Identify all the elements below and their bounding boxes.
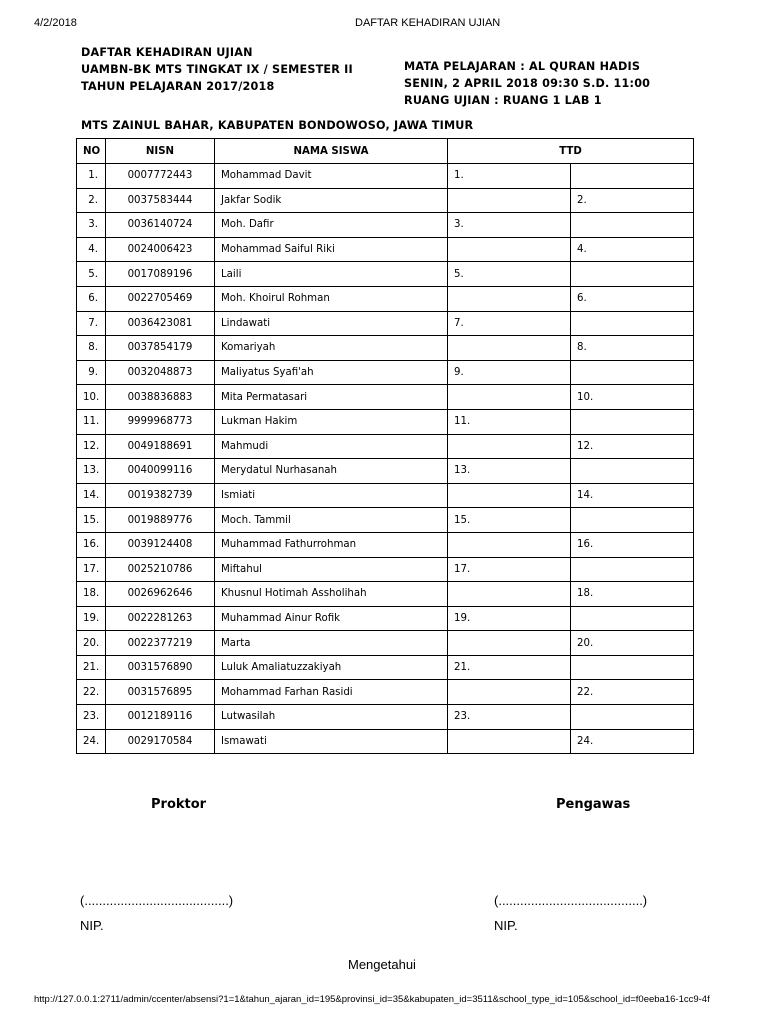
cell-nisn: 0019382739 (106, 483, 215, 508)
table-row (77, 237, 694, 262)
cell-no: 23. (77, 705, 106, 730)
cell-ttd-left (448, 188, 571, 213)
cell-ttd-left: 15. (448, 508, 571, 533)
cell-no: 5. (77, 262, 106, 287)
cell-ttd-left: 11. (448, 409, 571, 434)
table-row (77, 336, 694, 361)
table-row (77, 680, 694, 705)
table-row (77, 188, 694, 213)
cell-no: 2. (77, 188, 106, 213)
pengawas-nip: NIP. (494, 918, 518, 933)
cell-nisn: 0049188691 (106, 434, 215, 459)
cell-nisn: 0022377219 (106, 631, 215, 656)
table-row (77, 557, 694, 582)
table-row (77, 311, 694, 336)
cell-ttd-left: 1. (448, 164, 571, 189)
cell-ttd-right: 10. (571, 385, 694, 410)
cell-nisn: 0039124408 (106, 532, 215, 557)
cell-nama: Muhammad Ainur Rofik (215, 606, 448, 631)
header-left (81, 44, 353, 95)
cell-nisn: 0019889776 (106, 508, 215, 533)
cell-ttd-right (571, 262, 694, 287)
cell-ttd-left (448, 483, 571, 508)
cell-ttd-right: 8. (571, 336, 694, 361)
cell-ttd-left: 7. (448, 311, 571, 336)
cell-ttd-right: 12. (571, 434, 694, 459)
cell-nisn: 0037583444 (106, 188, 215, 213)
cell-nama: Ismawati (215, 729, 448, 754)
cell-no: 12. (77, 434, 106, 459)
header-right (404, 58, 650, 109)
cell-nama: Moh. Khoirul Rohman (215, 286, 448, 311)
cell-ttd-right (571, 557, 694, 582)
table-row (77, 360, 694, 385)
cell-no: 15. (77, 508, 106, 533)
cell-nisn: 0017089196 (106, 262, 215, 287)
cell-no: 4. (77, 237, 106, 262)
cell-no: 11. (77, 409, 106, 434)
table-row (77, 705, 694, 730)
cell-no: 10. (77, 385, 106, 410)
cell-no: 21. (77, 655, 106, 680)
cell-nama: Muhammad Fathurrohman (215, 532, 448, 557)
table-row (77, 582, 694, 607)
col-header-nisn: NISN (106, 139, 215, 164)
cell-nama: Lindawati (215, 311, 448, 336)
cell-no: 18. (77, 582, 106, 607)
cell-ttd-right (571, 655, 694, 680)
cell-ttd-left: 13. (448, 459, 571, 484)
cell-nama: Lutwasilah (215, 705, 448, 730)
cell-ttd-right (571, 213, 694, 238)
table-header-row (77, 139, 694, 164)
table-row (77, 606, 694, 631)
cell-ttd-left: 21. (448, 655, 571, 680)
print-footer-url: http://127.0.0.1:2711/admin/ccenter/absensi?1=1&tahun_ajaran_id=195&provinsi_id=35&kabupaten_id=3511&school_type_id=105&school_id=f0eeba16-1cc9-4f (34, 994, 710, 1005)
cell-nama: Ismiati (215, 483, 448, 508)
cell-nisn: 0025210786 (106, 557, 215, 582)
table-row (77, 286, 694, 311)
cell-nama: Komariyah (215, 336, 448, 361)
table-row (77, 483, 694, 508)
cell-no: 20. (77, 631, 106, 656)
proktor-label: Proktor (151, 797, 207, 812)
cell-ttd-left (448, 385, 571, 410)
cell-ttd-left (448, 729, 571, 754)
cell-nisn: 0024006423 (106, 237, 215, 262)
cell-ttd-left: 17. (448, 557, 571, 582)
cell-nama: Merydatul Nurhasanah (215, 459, 448, 484)
cell-nama: Mita Permatasari (215, 385, 448, 410)
cell-ttd-right: 6. (571, 286, 694, 311)
cell-ttd-left (448, 434, 571, 459)
school-name: MTS ZAINUL BAHAR, KABUPATEN BONDOWOSO, JAWA TIMUR (81, 119, 474, 132)
cell-nisn: 0022281263 (106, 606, 215, 631)
cell-ttd-left: 3. (448, 213, 571, 238)
cell-no: 8. (77, 336, 106, 361)
table-row (77, 262, 694, 287)
table-row (77, 409, 694, 434)
cell-ttd-right: 24. (571, 729, 694, 754)
cell-no: 13. (77, 459, 106, 484)
cell-ttd-left (448, 286, 571, 311)
cell-ttd-left (448, 237, 571, 262)
cell-ttd-left (448, 582, 571, 607)
col-header-ttd: TTD (448, 139, 694, 164)
pengawas-label: Pengawas (556, 797, 631, 812)
header-year: TAHUN PELAJARAN 2017/2018 (81, 80, 275, 93)
cell-nisn: 0036423081 (106, 311, 215, 336)
header-exam: UAMBN-BK MTS TINGKAT IX / SEMESTER II (81, 63, 353, 76)
header-title: DAFTAR KEHADIRAN UJIAN (81, 46, 253, 59)
cell-nama: Laili (215, 262, 448, 287)
cell-no: 3. (77, 213, 106, 238)
cell-nisn: 0012189116 (106, 705, 215, 730)
cell-nama: Jakfar Sodik (215, 188, 448, 213)
proktor-signature-line: (........................................) (80, 893, 234, 908)
table-row (77, 532, 694, 557)
cell-ttd-right (571, 606, 694, 631)
cell-nama: Khusnul Hotimah Assholihah (215, 582, 448, 607)
cell-no: 7. (77, 311, 106, 336)
cell-ttd-right: 22. (571, 680, 694, 705)
cell-ttd-left: 5. (448, 262, 571, 287)
cell-nama: Maliyatus Syafi'ah (215, 360, 448, 385)
cell-nisn: 0037854179 (106, 336, 215, 361)
cell-no: 22. (77, 680, 106, 705)
table-row (77, 434, 694, 459)
cell-no: 9. (77, 360, 106, 385)
cell-ttd-right: 18. (571, 582, 694, 607)
table-row (77, 655, 694, 680)
cell-nisn: 9999968773 (106, 409, 215, 434)
cell-nisn: 0032048873 (106, 360, 215, 385)
cell-nama: Moh. Dafir (215, 213, 448, 238)
cell-ttd-left (448, 680, 571, 705)
cell-nisn: 0022705469 (106, 286, 215, 311)
cell-nama: Lukman Hakim (215, 409, 448, 434)
cell-ttd-right (571, 409, 694, 434)
col-header-nama: NAMA SISWA (215, 139, 448, 164)
cell-ttd-left (448, 532, 571, 557)
cell-ttd-left: 9. (448, 360, 571, 385)
table-row (77, 508, 694, 533)
cell-nama: Mohammad Davit (215, 164, 448, 189)
cell-ttd-right: 16. (571, 532, 694, 557)
cell-nama: Luluk Amaliatuzzakiyah (215, 655, 448, 680)
cell-nama: Miftahul (215, 557, 448, 582)
cell-ttd-right (571, 360, 694, 385)
table-row (77, 213, 694, 238)
cell-ttd-right: 14. (571, 483, 694, 508)
cell-no: 14. (77, 483, 106, 508)
cell-no: 24. (77, 729, 106, 754)
cell-nisn: 0029170584 (106, 729, 215, 754)
pengawas-signature-line: (........................................) (494, 893, 648, 908)
cell-nisn: 0040099116 (106, 459, 215, 484)
header-subject: MATA PELAJARAN : AL QURAN HADIS (404, 60, 641, 73)
cell-ttd-left: 19. (448, 606, 571, 631)
cell-ttd-right: 20. (571, 631, 694, 656)
cell-nama: Mahmudi (215, 434, 448, 459)
cell-nisn: 0031576895 (106, 680, 215, 705)
table-row (77, 385, 694, 410)
cell-no: 6. (77, 286, 106, 311)
cell-ttd-left (448, 631, 571, 656)
header-datetime: SENIN, 2 APRIL 2018 09:30 S.D. 11:00 (404, 77, 651, 90)
cell-ttd-right (571, 459, 694, 484)
cell-nama: Marta (215, 631, 448, 656)
cell-ttd-right (571, 164, 694, 189)
header-room: RUANG UJIAN : RUANG 1 LAB 1 (404, 94, 602, 107)
cell-no: 19. (77, 606, 106, 631)
attendance-table (76, 138, 694, 754)
cell-ttd-left (448, 336, 571, 361)
cell-nisn: 0026962646 (106, 582, 215, 607)
cell-nama: Mohammad Farhan Rasidi (215, 680, 448, 705)
cell-no: 16. (77, 532, 106, 557)
table-row (77, 631, 694, 656)
cell-ttd-right: 2. (571, 188, 694, 213)
print-date: 4/2/2018 (34, 17, 77, 29)
cell-nisn: 0036140724 (106, 213, 215, 238)
print-title: DAFTAR KEHADIRAN UJIAN (355, 17, 501, 29)
table-row (77, 459, 694, 484)
cell-nisn: 0007772443 (106, 164, 215, 189)
cell-ttd-left: 23. (448, 705, 571, 730)
cell-no: 1. (77, 164, 106, 189)
table-row (77, 729, 694, 754)
cell-nama: Mohammad Saiful Riki (215, 237, 448, 262)
cell-nama: Moch. Tammil (215, 508, 448, 533)
cell-ttd-right (571, 311, 694, 336)
col-header-no: NO (77, 139, 106, 164)
mengetahui-label: Mengetahui (348, 957, 416, 972)
cell-ttd-right (571, 508, 694, 533)
cell-nisn: 0038836883 (106, 385, 215, 410)
cell-no: 17. (77, 557, 106, 582)
cell-nisn: 0031576890 (106, 655, 215, 680)
table-body (77, 164, 694, 754)
proktor-nip: NIP. (80, 918, 104, 933)
cell-ttd-right: 4. (571, 237, 694, 262)
table-row (77, 164, 694, 189)
cell-ttd-right (571, 705, 694, 730)
